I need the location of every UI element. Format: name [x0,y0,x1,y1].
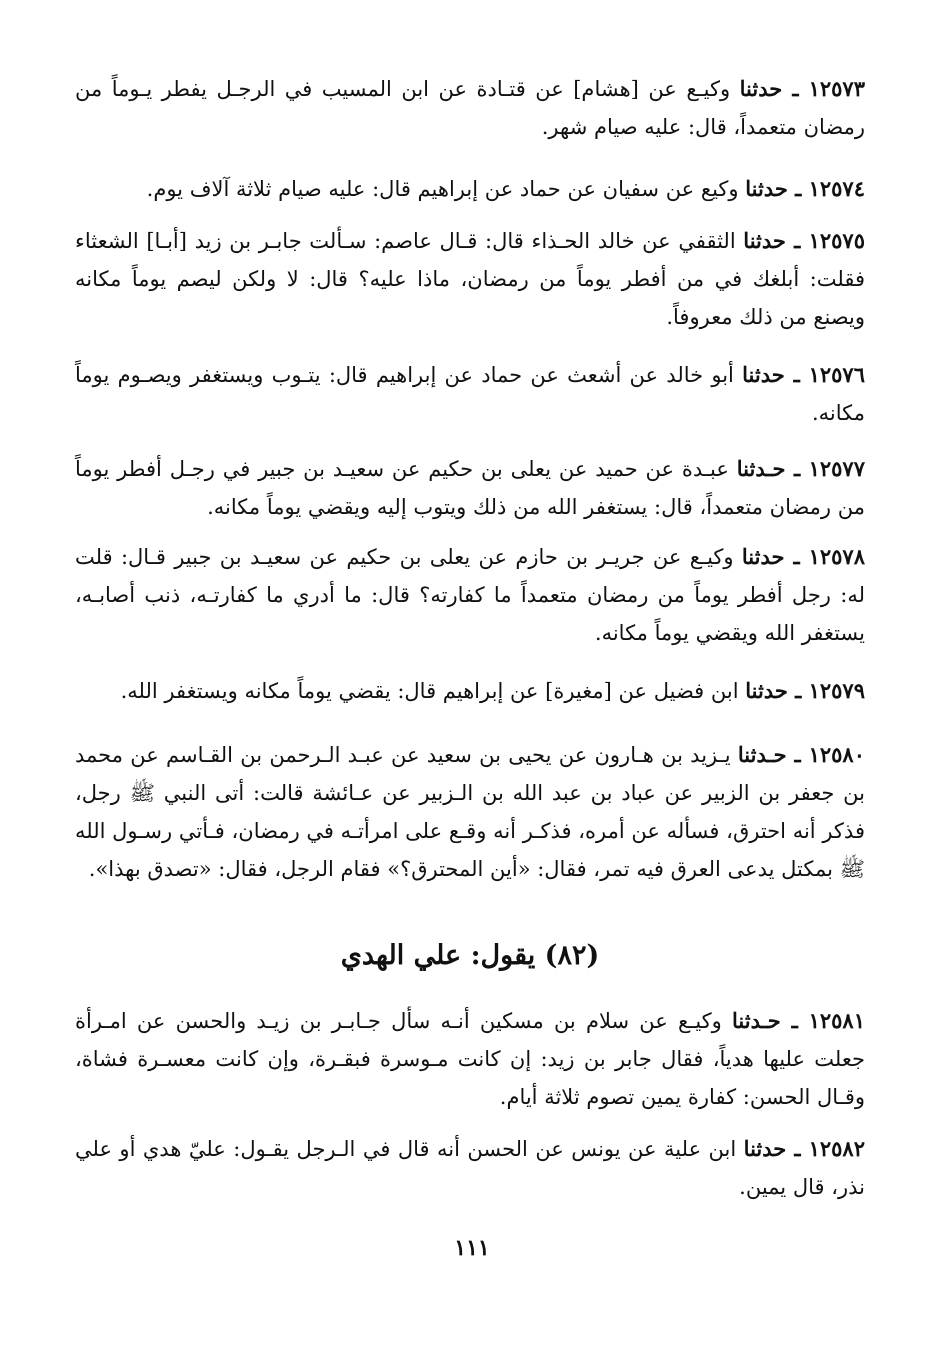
narration-word: حدثنا [743,228,786,253]
hadith-number: ١٢٥٧٥ [808,228,865,253]
hadith-text: أبو خالد عن أشعث عن حماد عن إبراهيم قال: يتـوب ويستغفر ويصـوم يوماً مكانه. [75,363,865,425]
hadith-text: الثقفي عن خالد الحـذاء قال: قـال عاصم: سـألت جابـر بن زيد [أبـا] الشعثاء فقلت: أبلغك في من أفطر يوماً من رمضان، ماذا عليه؟ قال: لا ولكن ليصم يوماً مكانه ويصنع من ذلك معروفاً. [75,229,865,329]
section-heading: (٨٢) يقول: علي الهدي [340,940,600,971]
hadith-text: وكيـع عن سلام بن مسكين أنـه سأل جـابـر بن زيـد والحسن عن امـرأة جعلت عليها هدياً، فقال جابر بن زيد: إن كانت مـوسرة فبقـرة، وإن كانت معسـرة فشاة، وقـال الحسن: كفارة يمين تصوم ثلاثة أيام. [75,1009,865,1109]
page-number: ١١١ [454,1235,490,1261]
hadith-text: وكيـع عن [هشام] عن قتـادة عن ابن المسيب في الرجـل يفطر يـوماً من رمضان متعمداً، قال: عليه صيام شهر. [75,77,865,139]
hadith-number: ١٢٥٧٦ [808,362,865,387]
hadith-number: ١٢٥٧٧ [808,456,865,481]
narration-word: حدثنا [742,362,785,387]
hadith-entry-12574 [75,170,865,208]
hadith-entry-12579 [75,672,865,710]
hadith-dash: ـ [787,678,809,703]
narration-word: حدثنا [745,678,788,703]
hadith-text: وكيع عن سفيان عن حماد عن إبراهيم قال: عليه صيام ثلاثة آلاف يوم. [146,177,746,201]
hadith-text: يـزيد بن هـارون عن يحيى بن سعيد عن عبـد الـرحمن بن القـاسم عن محمد بن جعفر بن الزبير عن عباد بن عبد الله بن الـزبير عن عـائشة قالت: أتى النبي ﷺ رجل، فذكر أنه احترق، فسأله عن أمره، فذكـر أنه وقـع على امرأتـه في رمضان، فـأتي رسـول الله ﷺ بمكتل يدعى العرق فيه تمر، فقال: «أين المحترق؟» فقام الرجل، فقال: «تصدق بهذا». [75,743,865,881]
hadith-text: وكيـع عن جريـر بن حازم عن يعلى بن حكيم عن سعيـد بن جبير قـال: قلت له: رجل أفطر يوماً من رمضان متعمداً ما كفارته؟ قال: ما أدري ما كفارتـه، ذنب أصابـه، يستغفر الله ويقضي يوماً مكانه. [75,545,865,645]
hadith-entry-12582 [75,1130,865,1206]
hadith-dash: ـ [784,544,809,569]
hadith-number: ١٢٥٧٣ [808,76,865,101]
hadith-entry-12580 [75,736,865,888]
hadith-entry-12576 [75,356,865,432]
hadith-dash: ـ [786,742,809,767]
hadith-dash: ـ [784,362,809,387]
hadith-number: ١٢٥٨٢ [808,1136,865,1161]
narration-word: حدثنا [745,176,788,201]
narration-word: حـدثنا [736,456,786,481]
hadith-dash: ـ [782,76,809,101]
hadith-entry-12577 [75,450,865,526]
hadith-number: ١٢٥٨٠ [808,742,865,767]
hadith-entry-12578 [75,538,865,652]
hadith-dash: ـ [786,1136,809,1161]
narration-word: حـدثنا [737,742,787,767]
hadith-dash: ـ [785,456,809,481]
hadith-entry-12575 [75,222,865,336]
narration-word: حدثنا [741,544,785,569]
hadith-dash: ـ [785,228,809,253]
hadith-number: ١٢٥٧٩ [808,678,865,703]
hadith-dash: ـ [787,176,809,201]
hadith-number: ١٢٥٨١ [808,1008,865,1033]
hadith-text: عبـدة عن حميد عن يعلى بن حكيم عن سعيـد بن جبير في رجـل أفطر يوماً من رمضان متعمداً، قال: يستغفر الله من ذلك ويتوب إليه ويقضي يوماً مكانه. [75,457,865,519]
narration-word: حدثنا [743,1136,787,1161]
hadith-number: ١٢٥٧٤ [808,176,865,201]
hadith-number: ١٢٥٧٨ [808,544,865,569]
hadith-text: ابن علية عن يونس عن الحسن أنه قال في الـرجل يقـول: عليّ هدي أو علي نذر، قال يمين. [75,1137,865,1199]
hadith-entry-12581 [75,1002,865,1116]
hadith-text: ابن فضيل عن [مغيرة] عن إبراهيم قال: يقضي يوماً مكانه ويستغفر الله. [120,679,746,703]
hadith-dash: ـ [780,1008,809,1033]
narration-word: حـدثنا [732,1008,781,1033]
hadith-entry-12573 [75,70,865,146]
narration-word: حدثنا [739,76,783,101]
